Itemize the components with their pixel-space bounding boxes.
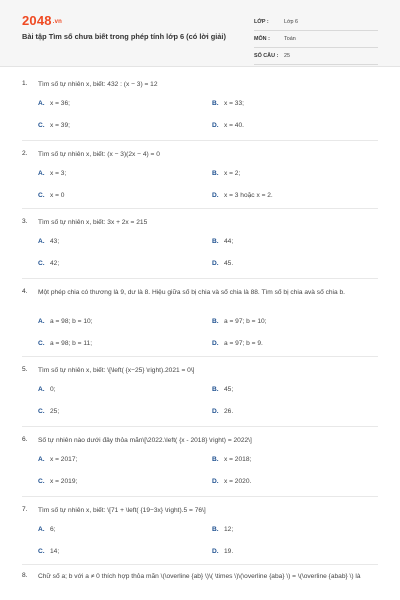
option-d[interactable] xyxy=(212,548,233,555)
question-text: Tìm số tự nhiên x, biết: 3x + 2x = 215 xyxy=(38,219,148,226)
question-divider xyxy=(22,356,378,357)
meta-grade-label: LỚP : xyxy=(254,19,269,25)
option-text: 44; xyxy=(224,238,234,245)
meta-subject-value: Toán xyxy=(284,36,296,42)
option-c[interactable] xyxy=(38,548,59,555)
question-text: Số tự nhiên nào dưới đây thỏa mãn\[\2022.\left( {x - 2018} \right) = 2022\] xyxy=(38,437,252,444)
option-c[interactable] xyxy=(38,478,77,485)
option-text: x = 39; xyxy=(50,122,70,129)
meta-grade-value: Lớp 6 xyxy=(284,19,299,25)
option-letter: A. xyxy=(38,318,45,325)
option-text: x = 2018; xyxy=(224,456,252,463)
meta-count-value: 25 xyxy=(284,53,290,59)
option-d[interactable] xyxy=(212,478,251,485)
option-letter: D. xyxy=(212,340,219,347)
option-letter: C. xyxy=(38,192,45,199)
option-c[interactable] xyxy=(38,340,92,347)
question-text: Tìm số tự nhiên x, biết: \[71 + \left( {19−3x} \right).5 = 76\] xyxy=(38,507,206,514)
option-b[interactable] xyxy=(212,526,233,533)
option-text: x = 2017; xyxy=(50,456,78,463)
option-text: 0; xyxy=(50,386,56,393)
option-text: 19. xyxy=(224,548,234,555)
question-number: 4. xyxy=(22,288,28,295)
question-number: 3. xyxy=(22,218,28,225)
option-d[interactable] xyxy=(212,122,244,129)
option-letter: C. xyxy=(38,340,45,347)
option-text: x = 2; xyxy=(224,170,241,177)
option-text: a = 98; b = 11; xyxy=(50,340,93,347)
meta-count-row xyxy=(254,50,378,65)
option-c[interactable] xyxy=(38,408,59,415)
logo-tld: .vn xyxy=(52,18,63,25)
option-letter: B. xyxy=(212,238,219,245)
option-letter: D. xyxy=(212,548,219,555)
option-c[interactable] xyxy=(38,122,70,129)
option-letter: C. xyxy=(38,122,45,129)
option-text: 14; xyxy=(50,548,60,555)
option-text: 45. xyxy=(224,260,234,267)
option-b[interactable] xyxy=(212,456,251,463)
question-text: Tìm số tự nhiên x, biết: (x − 3)(2x − 4) = 0 xyxy=(38,151,160,158)
question-number: 2. xyxy=(22,150,28,157)
option-text: a = 97; b = 10; xyxy=(224,318,267,325)
option-text: x = 40. xyxy=(224,122,244,129)
option-text: a = 98; b = 10; xyxy=(50,318,93,325)
meta-subject-label: MÔN : xyxy=(254,36,270,42)
option-text: x = 2019; xyxy=(50,478,78,485)
option-letter: A. xyxy=(38,456,45,463)
meta-grade-row xyxy=(254,16,378,31)
site-logo[interactable] xyxy=(22,13,62,28)
question-number: 1. xyxy=(22,80,28,87)
option-d[interactable] xyxy=(212,260,233,267)
option-text: x = 36; xyxy=(50,100,70,107)
option-letter: C. xyxy=(38,548,45,555)
option-letter: B. xyxy=(212,456,219,463)
option-d[interactable] xyxy=(212,340,263,347)
option-a[interactable] xyxy=(38,318,93,325)
option-letter: D. xyxy=(212,478,219,485)
option-text: 12; xyxy=(224,526,234,533)
option-letter: B. xyxy=(212,170,219,177)
option-text: 25; xyxy=(50,408,60,415)
option-text: x = 2020. xyxy=(224,478,252,485)
option-a[interactable] xyxy=(38,526,56,533)
option-text: x = 3; xyxy=(50,170,67,177)
question-number: 7. xyxy=(22,506,28,513)
option-letter: B. xyxy=(212,386,219,393)
option-letter: A. xyxy=(38,386,45,393)
option-a[interactable] xyxy=(38,456,77,463)
question-number: 5. xyxy=(22,366,28,373)
option-b[interactable] xyxy=(212,238,233,245)
option-letter: C. xyxy=(38,260,45,267)
option-c[interactable] xyxy=(38,260,59,267)
question-divider xyxy=(22,278,378,279)
option-letter: B. xyxy=(212,318,219,325)
option-letter: A. xyxy=(38,526,45,533)
logo-text: 2048 xyxy=(22,13,52,28)
option-letter: D. xyxy=(212,408,219,415)
question-text: Một phép chia có thương là 9, dư là 8. Hiệu giữa số bị chia và số chia là 88. Tìm số bị chia avà số chia b. xyxy=(38,289,346,296)
option-a[interactable] xyxy=(38,386,56,393)
option-letter: A. xyxy=(38,170,45,177)
option-text: x = 0 xyxy=(50,192,65,199)
question-divider xyxy=(22,564,378,565)
option-letter: C. xyxy=(38,478,45,485)
option-letter: D. xyxy=(212,122,219,129)
option-b[interactable] xyxy=(212,386,233,393)
option-d[interactable] xyxy=(212,192,273,199)
option-text: x = 3 hoặc x = 2. xyxy=(224,192,273,199)
meta-subject-row xyxy=(254,33,378,48)
question-number: 6. xyxy=(22,436,28,443)
option-d[interactable] xyxy=(212,408,233,415)
option-text: 45; xyxy=(224,386,234,393)
option-text: 26. xyxy=(224,408,234,415)
worksheet-header xyxy=(0,0,400,67)
option-letter: D. xyxy=(212,192,219,199)
option-letter: A. xyxy=(38,238,45,245)
question-divider xyxy=(22,140,378,141)
question-text: Tìm số tự nhiên x, biết: 432 : (x − 3) = 12 xyxy=(38,81,158,88)
option-text: a = 97; b = 9. xyxy=(224,340,263,347)
option-c[interactable] xyxy=(38,192,64,199)
meta-count-label: SỐ CÂU : xyxy=(254,53,279,59)
worksheet-meta xyxy=(254,16,378,67)
option-a[interactable] xyxy=(38,170,66,177)
question-text: Tìm số tự nhiên x, biết: \[\left( {x−25} \right).2021 = 0\] xyxy=(38,367,195,374)
option-text: x = 33; xyxy=(224,100,244,107)
option-text: 42; xyxy=(50,260,60,267)
option-b[interactable] xyxy=(212,100,244,107)
option-letter: B. xyxy=(212,526,219,533)
option-letter: A. xyxy=(38,100,45,107)
option-a[interactable] xyxy=(38,100,70,107)
option-a[interactable] xyxy=(38,238,59,245)
question-text: Chữ số a; b với a ≠ 0 thích hợp thỏa mãn \(\overline {ab} \)\( \times \)\(\overline {aba} \) = \(\overline {abab} \) là xyxy=(38,573,361,580)
option-letter: B. xyxy=(212,100,219,107)
question-divider xyxy=(22,426,378,427)
worksheet-title: Bài tập Tìm số chưa biết trong phép tính lớp 6 (có lời giải) xyxy=(22,32,226,41)
question-number: 8. xyxy=(22,572,28,579)
option-text: 43; xyxy=(50,238,60,245)
option-text: 6; xyxy=(50,526,56,533)
option-letter: D. xyxy=(212,260,219,267)
question-divider xyxy=(22,208,378,209)
option-b[interactable] xyxy=(212,318,267,325)
question-divider xyxy=(22,496,378,497)
option-letter: C. xyxy=(38,408,45,415)
option-b[interactable] xyxy=(212,170,240,177)
